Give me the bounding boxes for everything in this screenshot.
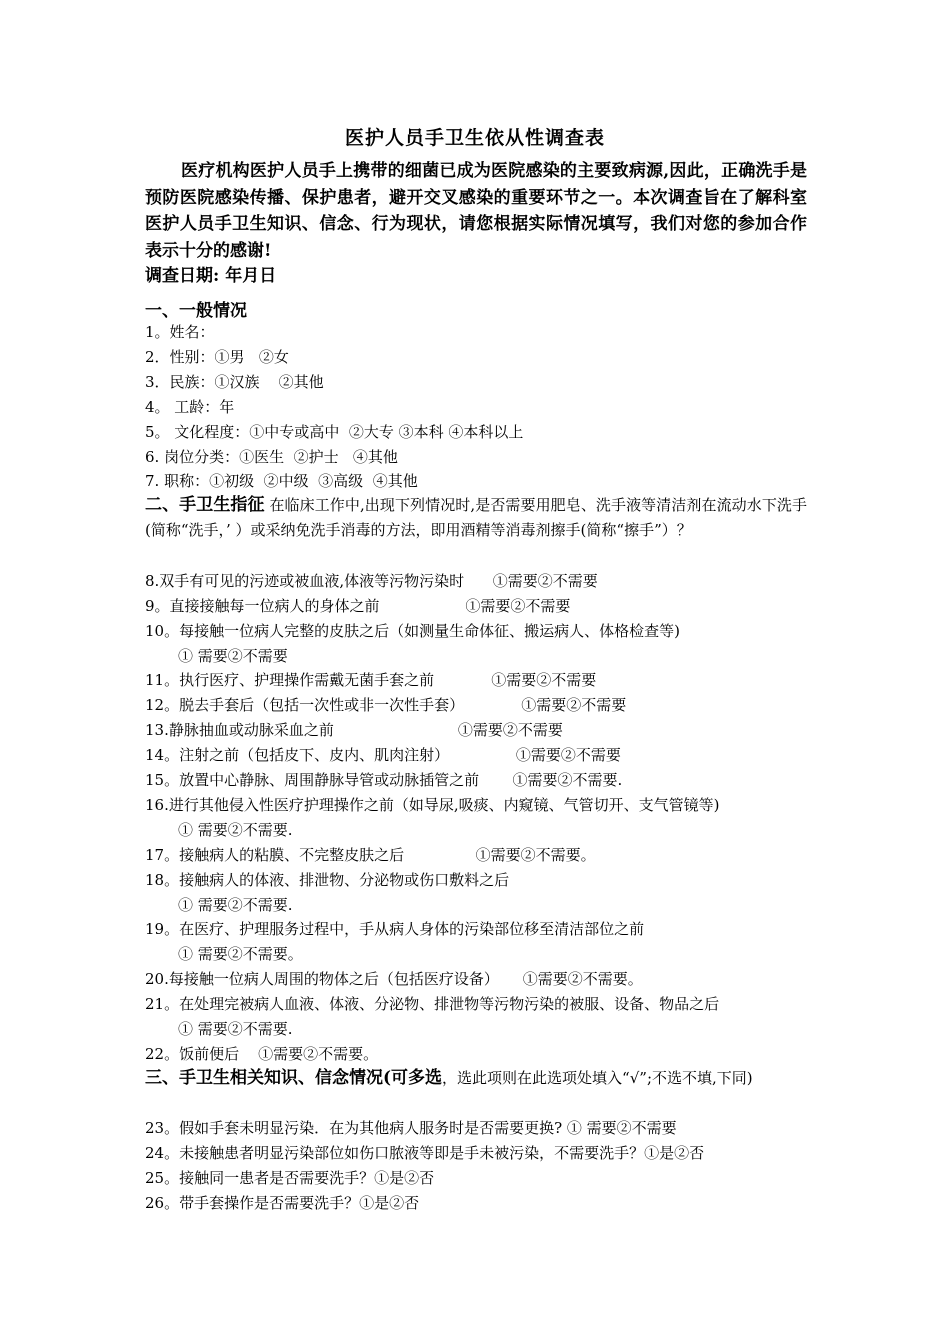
question-3: 3．民族：①汉族 ②其他: [145, 373, 324, 391]
question-11: 11。执行医疗、护理操作需戴无菌手套之前 ①需要②不需要: [145, 671, 597, 689]
question-6: 6. 岗位分类：①医生 ②护士 ④其他: [145, 448, 398, 466]
question-1: 1。姓名：: [145, 323, 215, 341]
question-14: 14。注射之前（包括皮下、皮内、肌肉注射） ①需要②不需要: [145, 746, 621, 764]
question-25: 25。接触同一患者是否需要洗手？①是②否: [145, 1169, 435, 1187]
question-19: 19。在医疗、护理服务过程中，手从病人身体的污染部位移至清洁部位之前: [145, 920, 645, 938]
question-22: 22。饭前便后 ①需要②不需要。: [145, 1045, 379, 1063]
section-description: ，选此项则在此选项处填入“√”;不选不填,下同): [442, 1069, 753, 1087]
question-19-options: ① 需要②不需要。: [178, 945, 303, 963]
question-20: 20.每接触一位病人周围的物体之后（包括医疗设备） ①需要②不需要。: [145, 970, 643, 988]
question-8: 8.双手有可见的污迹或被血液,体液等污物污染时 ①需要②不需要: [145, 572, 598, 590]
question-9: 9。直接接触每一位病人的身体之前 ①需要②不需要: [145, 597, 571, 615]
question-7: 7. 职称：①初级 ②中级 ③高级 ④其他: [145, 472, 418, 490]
survey-date: 调查日期: 年月日: [145, 266, 277, 286]
question-21: 21。在处理完被病人血液、体液、分泌物、排泄物等污物污染的被服、设备、物品之后: [145, 995, 720, 1013]
section-hand-hygiene-indications: [145, 493, 807, 542]
question-13: 13.静脉抽血或动脉采血之前 ①需要②不需要: [145, 721, 563, 739]
question-18: 18。接触病人的体液、排泄物、分泌物或伤口敷料之后: [145, 871, 510, 889]
question-10-options: ① 需要②不需要: [178, 647, 288, 665]
section-heading-general: 一、一般情况: [145, 301, 247, 321]
question-18-options: ① 需要②不需要.: [178, 896, 293, 914]
question-12: 12。脱去手套后（包括一次性或非一次性手套） ①需要②不需要: [145, 696, 627, 714]
section-description: 在临床工作中,出现下列情况时,是否需要用肥皂、洗手液等清洁剂在流动水下洗手(简称“洗手，’ ）或采纳免洗手消毒的方法，即用酒精等消毒剂擦手(简称“擦手”）？: [145, 496, 808, 539]
intro-paragraph: 医疗机构医护人员手上携带的细菌已成为医院感染的主要致病源,因此，正确洗手是预防医院感染传播、保护患者，避开交叉感染的重要环节之一。本次调查旨在了解科室医护人员手卫生知识、信念、行为现状，请您根据实际情况填写，我们对您的参加合作表示十分的感谢!: [145, 161, 807, 261]
question-16: 16.进行其他侵入性医疗护理操作之前（如导尿,吸痰、内窥镜、气管切开、支气管镜等): [145, 796, 720, 814]
question-4: 4。 工龄：年: [145, 398, 235, 416]
question-5: 5。 文化程度：①中专或高中 ②大专 ③本科 ④本科以上: [145, 423, 524, 441]
question-15: 15。放置中心静脉、周围静脉导管或动脉插管之前 ①需要②不需要.: [145, 771, 623, 789]
page-title: 医护人员手卫生依从性调查表: [344, 127, 605, 149]
section-knowledge-beliefs: [145, 1066, 807, 1091]
question-24: 24。未接触患者明显污染部位如伤口脓液等即是手未被污染，不需要洗手？①是②否: [145, 1144, 705, 1162]
question-16-options: ① 需要②不需要.: [178, 821, 293, 839]
section-heading-indications: 二、手卫生指征: [145, 495, 265, 515]
section-heading-knowledge: 三、手卫生相关知识、信念情况(可多选: [145, 1068, 443, 1088]
question-23: 23。假如手套未明显污染．在为其他病人服务时是否需要更换? ① 需要②不需要: [145, 1119, 677, 1137]
question-17: 17。接触病人的粘膜、不完整皮肤之后 ①需要②不需要。: [145, 846, 596, 864]
question-10: 10。每接触一位病人完整的皮肤之后（如测量生命体征、搬运病人、体格检查等): [145, 622, 680, 640]
question-26: 26。带手套操作是否需要洗手？①是②否: [145, 1194, 420, 1212]
question-2: 2．性别：①男 ②女: [145, 348, 289, 366]
question-21-options: ① 需要②不需要.: [178, 1020, 293, 1038]
